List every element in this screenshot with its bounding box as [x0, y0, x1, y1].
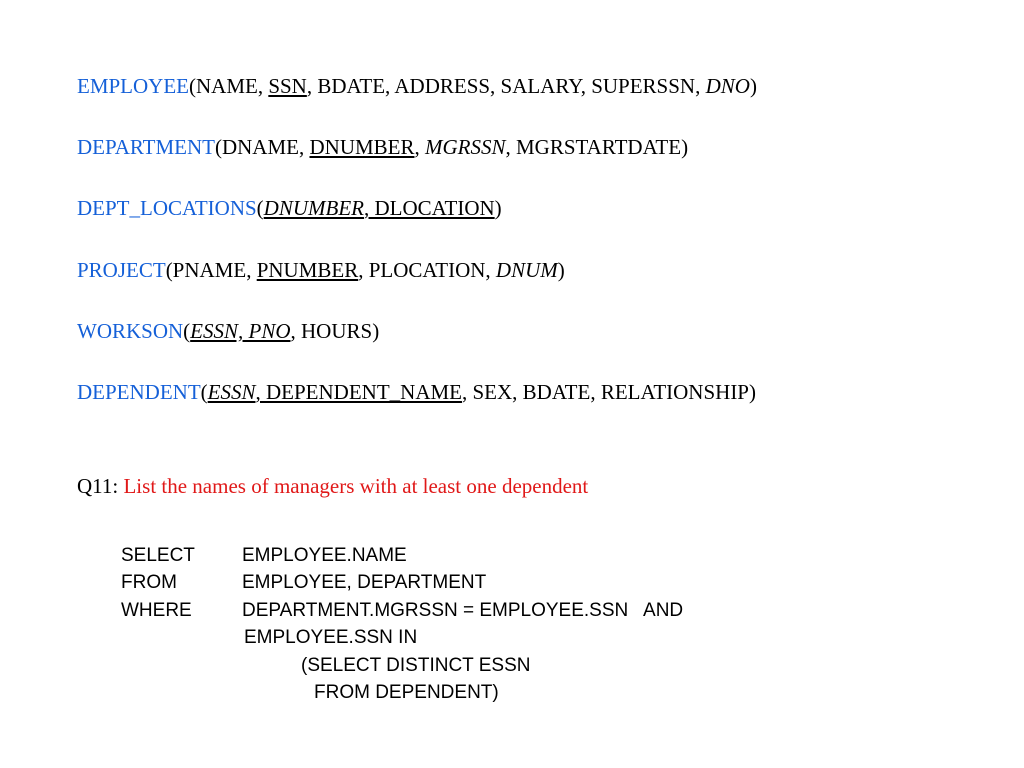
attributes: , BDATE, ADDRESS, SALARY, SUPERSSN, — [306, 74, 706, 98]
foreign-key: DNO — [705, 74, 750, 98]
sql-line-in: EMPLOYEE.SSN IN — [244, 627, 418, 648]
sql-select-value: EMPLOYEE.NAME — [242, 545, 407, 566]
attributes: ( — [200, 380, 208, 404]
sql-where-value: DEPARTMENT.MGRSSN = EMPLOYEE.SSN AND — [242, 600, 684, 621]
attributes: ( — [183, 319, 191, 343]
sql-select-keyword: SELECT — [121, 545, 195, 566]
attributes: , — [414, 135, 425, 159]
primary-foreign-key: ESSN, PNO — [190, 319, 291, 343]
primary-key: , DEPENDENT_NAME — [255, 380, 462, 404]
schema-project — [77, 258, 565, 282]
schema-dependent — [77, 380, 756, 404]
sql-subquery-select: (SELECT DISTINCT ESSN — [301, 655, 531, 676]
primary-key: DNUMBER — [309, 135, 415, 159]
foreign-key: DNUM — [495, 258, 558, 282]
question — [77, 474, 588, 498]
question-label: Q11: — [77, 474, 124, 498]
sql-from-keyword: FROM — [121, 572, 177, 593]
primary-foreign-key: ESSN — [207, 380, 256, 404]
attributes: , PLOCATION, — [358, 258, 496, 282]
relation-name: DEPARTMENT — [77, 135, 215, 159]
attributes: ) — [557, 258, 565, 282]
relation-name: EMPLOYEE — [77, 74, 189, 98]
primary-foreign-key: DNUMBER — [263, 196, 364, 220]
sql-where-keyword: WHERE — [121, 600, 192, 621]
sql-subquery-from: FROM DEPENDENT) — [314, 682, 499, 703]
schema-employee — [77, 74, 757, 98]
relation-name: WORKSON — [77, 319, 184, 343]
schema-department — [77, 135, 688, 159]
attributes: (DNAME, — [214, 135, 310, 159]
question-text: List the names of managers with at least one dependent — [123, 474, 589, 498]
attributes: ) — [494, 196, 502, 220]
sql-from-value: EMPLOYEE, DEPARTMENT — [242, 572, 487, 593]
relation-name: DEPENDENT — [77, 380, 201, 404]
attributes: , MGRSTARTDATE) — [505, 135, 689, 159]
relation-name: PROJECT — [77, 258, 166, 282]
attributes: , HOURS) — [290, 319, 380, 343]
schema-workson — [77, 319, 379, 343]
primary-key: SSN — [268, 74, 307, 98]
schema-dept-locations — [77, 196, 502, 220]
attributes: , SEX, BDATE, RELATIONSHIP) — [461, 380, 756, 404]
attributes: (PNAME, — [165, 258, 257, 282]
attributes: ( — [256, 196, 264, 220]
relation-name: DEPT_LOCATIONS — [77, 196, 257, 220]
primary-key: , DLOCATION — [364, 196, 495, 220]
attributes: (NAME, — [189, 74, 269, 98]
primary-key: PNUMBER — [256, 258, 359, 282]
foreign-key: MGRSSN — [425, 135, 506, 159]
attributes: ) — [749, 74, 757, 98]
